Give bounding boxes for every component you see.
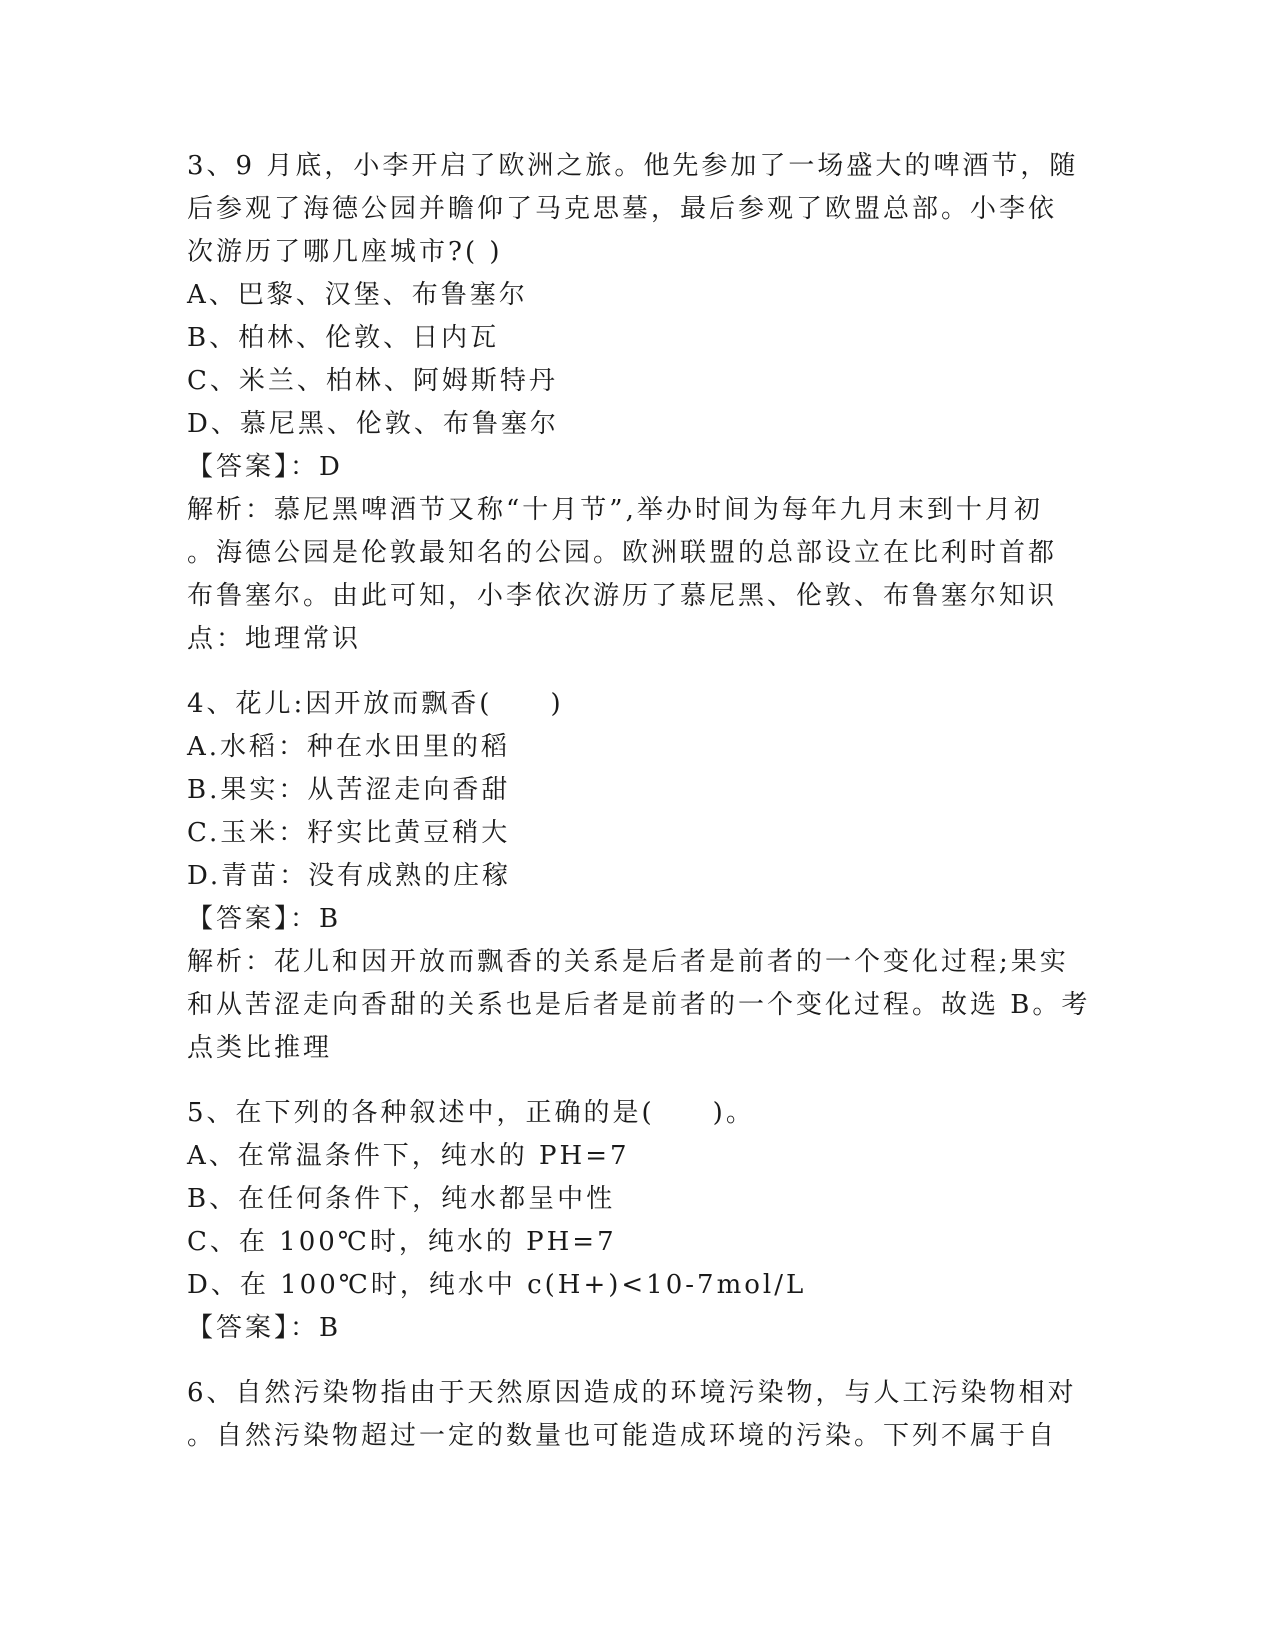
question-5 [187,1092,1087,1350]
question-6-stem-line-2: 。自然污染物超过一定的数量也可能造成环境的污染。下列不属于自 [187,1421,1058,1451]
question-3-stem-line-1: 3、9 月底，小李开启了欧洲之旅。他先参加了一场盛大的啤酒节，随 [187,151,1079,181]
question-4-option-d: D.青苗：没有成熟的庄稼 [187,861,512,891]
question-3-analysis-line-1: 解析：慕尼黑啤酒节又称“十月节”,举办时间为每年九月末到十月初 [187,495,1043,525]
question-6 [187,1372,1087,1458]
question-3-analysis-line-3: 布鲁塞尔。由此可知，小李依次游历了慕尼黑、伦敦、布鲁塞尔知识 [187,581,1058,611]
question-3-option-a: A、巴黎、汉堡、布鲁塞尔 [187,280,528,310]
question-3-stem-line-2: 后参观了海德公园并瞻仰了马克思墓，最后参观了欧盟总部。小李依 [187,194,1058,224]
question-4-analysis-line-2: 和从苦涩走向香甜的关系也是后者是前者的一个变化过程。故选 B。考 [187,990,1091,1020]
question-4-option-b: B.果实：从苦涩走向香甜 [187,775,511,805]
question-4-answer: 【答案】：B [187,904,342,934]
document-content [187,145,1091,1458]
question-4-stem-line-1: 4、花儿:因开放而飘香( ) [187,689,564,719]
question-5-option-b: B、在任何条件下，纯水都呈中性 [187,1184,616,1214]
question-4-option-a: A.水稻：种在水田里的稻 [187,732,511,762]
question-3-stem-line-3: 次游历了哪几座城市?( ) [187,237,503,267]
question-4 [187,683,1091,1070]
question-5-option-a: A、在常温条件下，纯水的 PH=7 [187,1141,630,1171]
question-spacer [187,1350,1087,1372]
question-3-analysis-line-4: 点：地理常识 [187,624,362,654]
question-spacer [187,661,1087,683]
question-3 [187,145,1087,661]
question-3-option-d: D、慕尼黑、伦敦、布鲁塞尔 [187,409,559,439]
question-spacer [187,1070,1087,1092]
question-3-option-b: B、柏林、伦敦、日内瓦 [187,323,500,353]
question-3-answer: 【答案】：D [187,452,343,482]
question-5-answer: 【答案】：B [187,1313,342,1343]
question-5-option-d: D、在 100℃时，纯水中 c(H+)<10-7mol/L [187,1270,807,1300]
question-5-option-c: C、在 100℃时，纯水的 PH=7 [187,1227,617,1257]
question-4-option-c: C.玉米：籽实比黄豆稍大 [187,818,511,848]
question-3-analysis-line-2: 。海德公园是伦敦最知名的公园。欧洲联盟的总部设立在比利时首都 [187,538,1058,568]
question-4-analysis-line-1: 解析：花儿和因开放而飘香的关系是后者是前者的一个变化过程;果实 [187,947,1069,977]
question-3-option-c: C、米兰、柏林、阿姆斯特丹 [187,366,558,396]
question-4-analysis-line-3: 点类比推理 [187,1033,333,1063]
question-6-stem-line-1: 6、自然污染物指由于天然原因造成的环境污染物，与人工污染物相对 [187,1378,1077,1408]
question-5-stem-line-1: 5、在下列的各种叙述中，正确的是( )。 [187,1098,755,1128]
